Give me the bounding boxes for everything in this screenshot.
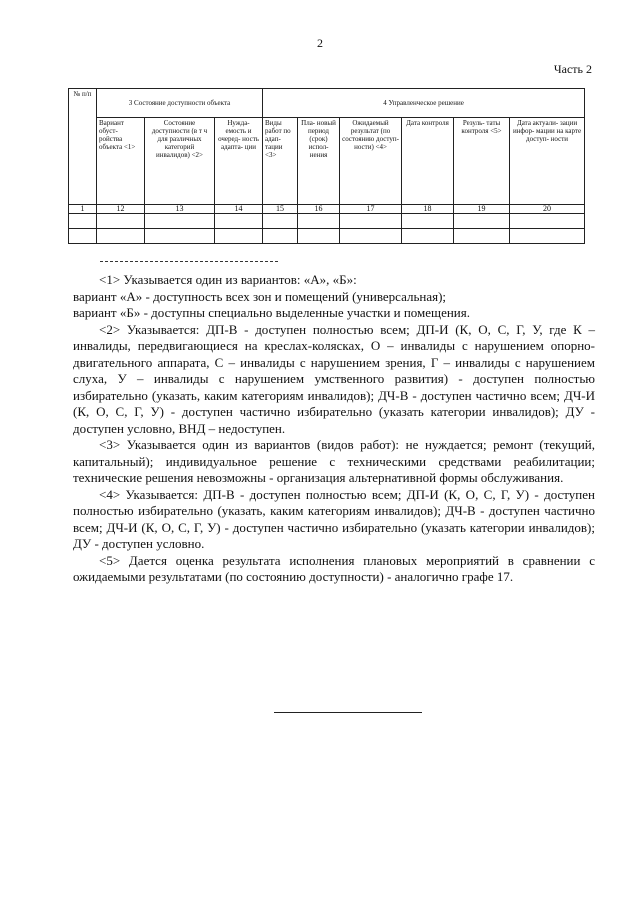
group-header-management: 4 Управленческое решение <box>263 89 585 118</box>
footnote-1: <1> Указывается один из вариантов: «А», «Б»: <box>99 272 357 287</box>
table-cell <box>510 229 585 244</box>
table-cell <box>402 229 454 244</box>
table-header-row <box>69 89 585 118</box>
column-number: 13 <box>145 205 215 214</box>
column-number: 15 <box>263 205 298 214</box>
footnote-5: <5> Дается оценка результата исполнения плановых мероприятий в сравнении с ожидаемыми результатами (по состоянию доступности) - аналогично графе 17. <box>73 552 595 584</box>
table-subheader-row <box>69 118 585 205</box>
column-header: Дата контроля <box>402 118 454 205</box>
table-cell <box>298 214 340 229</box>
table-cell <box>215 214 263 229</box>
table-row <box>69 214 585 229</box>
column-number-row <box>69 205 585 214</box>
footnotes <box>73 272 595 586</box>
page-number: 2 <box>317 36 323 50</box>
table-cell <box>454 229 510 244</box>
table-cell <box>97 229 145 244</box>
table-cell <box>402 214 454 229</box>
part-label: Часть 2 <box>553 62 592 76</box>
column-header: Вариант обуст- ройства объекта <1> <box>97 118 145 205</box>
footnote-variant-a: вариант «А» - доступность всех зон и помещений (универсальная); <box>73 288 447 304</box>
column-number: 18 <box>402 205 454 214</box>
footnote-3: <3> Указывается один из вариантов (видов работ): не нуждается; ремонт (текущий, капитальный); индивидуальное решение с техническими средствами реабилитации; технические решения невозможны - организация альтернативной формы обслуживания. <box>73 437 595 485</box>
accessibility-table <box>68 88 585 244</box>
column-header: Пла- новый период (срок) испол- нения <box>298 118 340 205</box>
table-cell <box>97 214 145 229</box>
group-header-accessibility: 3 Состояние доступности объекта <box>97 89 263 118</box>
table-cell <box>263 229 298 244</box>
column-number: 17 <box>340 205 402 214</box>
column-number: 16 <box>298 205 340 214</box>
column-header: Нужда- емость и очеред- ность адапта- ции <box>215 118 263 205</box>
footnote-2: <2> Указывается: ДП-В - доступен полностью всем; ДП-И (К, О, С, Г, У, где К – инвалиды, передвигающиеся на креслах-колясках, О – инвалиды с нарушением опорно-двигательного аппарата, С – инвалиды с нарушением зрения, Г – инвалиды с нарушением слуха, У – инвалиды с нарушением умственного развития) - доступен полностью избирательно (указать, каким категориям инвалидов); ДЧ-В - доступен частично всем; ДЧ-И (К, О, С, Г, У) - доступен частично избирательно (указать категории инвалидов); ДУ - доступен условно, ВНД – недоступен. <box>73 321 595 436</box>
table-cell <box>215 229 263 244</box>
table-cell <box>298 229 340 244</box>
table-cell <box>69 214 97 229</box>
column-header: Резуль- таты контроля <5> <box>454 118 510 205</box>
column-header: Дата актуали- зации инфор- мации на карте доступ- ности <box>510 118 585 205</box>
table-cell <box>340 214 402 229</box>
column-number: 19 <box>454 205 510 214</box>
column-number: 20 <box>510 205 585 214</box>
footnote-separator <box>100 261 278 262</box>
table-cell <box>454 214 510 229</box>
table-cell <box>340 229 402 244</box>
table-cell <box>510 214 585 229</box>
footnote-variant-b: вариант «Б» - доступны специально выделенные участки и помещения. <box>73 305 470 320</box>
table-cell <box>263 214 298 229</box>
column-header: Виды работ по адап- тации <3> <box>263 118 298 205</box>
column-header: Состояние доступности (в т ч для различных категорий инвалидов) <2> <box>145 118 215 205</box>
column-number: 1 <box>69 205 97 214</box>
closing-line <box>274 712 422 713</box>
table-cell <box>69 229 97 244</box>
column-number: 14 <box>215 205 263 214</box>
num-header: № п/п <box>69 89 97 205</box>
column-header: Ожидаемый результат (по состоянию доступ- ности) <4> <box>340 118 402 205</box>
column-number: 12 <box>97 205 145 214</box>
table-cell <box>145 229 215 244</box>
table-row <box>69 229 585 244</box>
table-cell <box>145 214 215 229</box>
footnote-4: <4> Указывается: ДП-В - доступен полностью всем; ДП-И (К, О, С, Г, У) - доступен полностью избирательно (указать, каким категориям инвалидов); ДЧ-В - доступен частично всем; ДЧ-И (К, О, С, Г, У) - доступен частично избирательно (указать категории инвалидов); ДУ - доступен условно. <box>73 486 595 551</box>
